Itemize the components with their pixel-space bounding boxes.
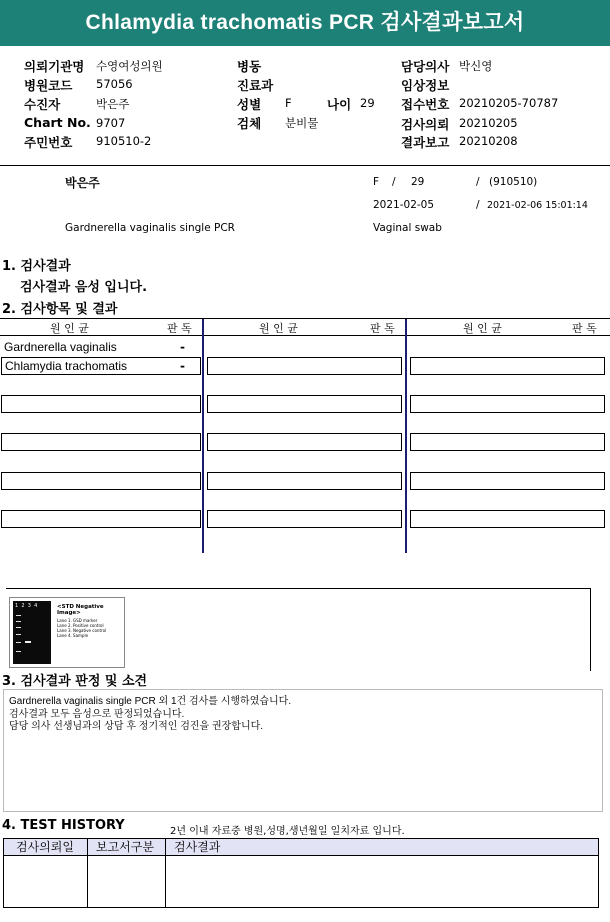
col-header-pathogen: 원 인 균 bbox=[259, 322, 298, 335]
col-header-result: 판 독 bbox=[167, 322, 192, 335]
result-summary: 검사결과 음성 입니다. bbox=[20, 280, 148, 295]
department-label: 진료과 bbox=[237, 78, 274, 93]
hospital-code-value: 57056 bbox=[96, 77, 133, 91]
lane-numbers: 1 2 3 4 bbox=[15, 603, 38, 609]
header-divider bbox=[0, 165, 610, 166]
request-date: 2021-02-05 bbox=[373, 199, 435, 211]
request-date-value: 20210205 bbox=[459, 116, 518, 130]
result-cell bbox=[1, 472, 201, 490]
age-value: 29 bbox=[360, 96, 375, 110]
column-divider bbox=[202, 319, 204, 553]
col-header-pathogen: 원 인 균 bbox=[463, 322, 502, 335]
history-note: 2년 이내 자료중 병원,성명,생년월일 일치자료 입니다. bbox=[170, 826, 405, 837]
section-history-heading: 4. TEST HISTORY bbox=[2, 818, 125, 833]
gel-legend-item: Lane 4. Sample bbox=[57, 633, 89, 638]
result-cell bbox=[1, 510, 201, 528]
result-cell bbox=[410, 395, 605, 413]
separator: / bbox=[476, 199, 480, 211]
sex-value: F bbox=[285, 96, 292, 110]
column-divider bbox=[405, 319, 407, 553]
gel-photo bbox=[13, 601, 51, 664]
section-interpretation-heading: 3. 검사결과 판정 및 소견 bbox=[2, 674, 148, 689]
result-cell bbox=[410, 357, 605, 375]
result-cell bbox=[410, 510, 605, 528]
history-cell bbox=[87, 855, 166, 908]
interpretation-line: Gardnerella vaginalis single PCR 외 1건 검사를 시행하였습니다. bbox=[9, 696, 292, 707]
doctor-value: 박신영 bbox=[459, 59, 493, 73]
gel-legend bbox=[57, 618, 106, 638]
result-cell bbox=[207, 357, 402, 375]
pathogen-result: - bbox=[180, 340, 185, 354]
resident-no-label: 주민번호 bbox=[24, 135, 73, 150]
gel-legend-item: Lane 3. Negative control bbox=[57, 628, 107, 633]
age-label: 나이 bbox=[327, 97, 352, 112]
result-cell bbox=[207, 472, 402, 490]
gel-legend-item: Lane 2. Positive control bbox=[57, 623, 104, 628]
receipt-no-label: 접수번호 bbox=[401, 97, 450, 112]
col-header-result: 판 독 bbox=[572, 322, 597, 335]
col-header-result: 판 독 bbox=[370, 322, 395, 335]
patient-sex: F bbox=[373, 176, 380, 188]
pathogen-name: Chlamydia trachomatis bbox=[5, 359, 128, 373]
ward-label: 병동 bbox=[237, 59, 262, 74]
sample-type: Vaginal swab bbox=[373, 222, 442, 234]
result-cell bbox=[207, 395, 402, 413]
patient-value: 박은주 bbox=[96, 97, 130, 111]
section-items-heading: 2. 검사항목 및 결과 bbox=[2, 302, 118, 317]
interpretation-text bbox=[9, 696, 291, 734]
history-col-request-date: 검사의뢰일 bbox=[3, 838, 88, 856]
report-date-label: 결과보고 bbox=[401, 135, 450, 150]
hospital-code-label: 병원코드 bbox=[24, 78, 73, 93]
patient-name: 박은주 bbox=[65, 176, 100, 190]
chart-no-label: Chart No. bbox=[24, 115, 91, 130]
table-top-border bbox=[0, 318, 610, 319]
section-results-heading: 1. 검사결과 bbox=[2, 259, 71, 274]
patient-label: 수진자 bbox=[24, 97, 61, 112]
history-cell bbox=[165, 855, 599, 908]
doctor-label: 담당의사 bbox=[401, 59, 450, 74]
result-cell bbox=[410, 433, 605, 451]
receipt-no-value: 20210205-70787 bbox=[459, 96, 559, 110]
gel-title: <STD Negative Image> bbox=[57, 604, 104, 616]
interpretation-box bbox=[3, 689, 603, 812]
result-cell bbox=[207, 510, 402, 528]
sex-label: 성별 bbox=[237, 97, 262, 112]
patient-age: 29 bbox=[411, 176, 425, 188]
patient-dob: (910510) bbox=[489, 176, 538, 188]
interpretation-line: 검사결과 모두 음성으로 판정되었습니다. bbox=[9, 708, 185, 720]
request-date-label: 검사의뢰 bbox=[401, 117, 450, 132]
resident-no-value: 910510-2 bbox=[96, 134, 152, 148]
result-cell bbox=[1, 395, 201, 413]
hospital-name-value: 수영여성의원 bbox=[96, 59, 163, 73]
specimen-label: 검체 bbox=[237, 116, 262, 131]
gel-image bbox=[9, 597, 125, 668]
report-datetime: 2021-02-06 15:01:14 bbox=[487, 200, 588, 211]
report-title: Chlamydia trachomatis PCR 검사결과보고서 bbox=[0, 0, 610, 46]
report-date-value: 20210208 bbox=[459, 134, 518, 148]
history-cell bbox=[3, 855, 88, 908]
separator: / bbox=[392, 176, 396, 188]
chart-no-value: 9707 bbox=[96, 116, 126, 130]
pathogen-name: Gardnerella vaginalis bbox=[4, 340, 117, 354]
history-col-report-type: 보고서구분 bbox=[87, 838, 166, 856]
pathogen-result: - bbox=[180, 359, 185, 373]
clinical-info-label: 임상정보 bbox=[401, 78, 450, 93]
gel-legend-item: Lane 1. GSD marker bbox=[57, 618, 98, 623]
separator: / bbox=[476, 176, 480, 188]
col-header-pathogen: 원 인 균 bbox=[50, 322, 89, 335]
table-header-border bbox=[0, 335, 610, 336]
hospital-name-label: 의뢰기관명 bbox=[24, 59, 85, 74]
history-col-result: 검사결과 bbox=[165, 838, 599, 856]
specimen-value: 분비물 bbox=[285, 116, 319, 130]
result-cell bbox=[410, 472, 605, 490]
interpretation-line: 담당 의사 선생님과의 상담 후 정기적인 검진을 권장합니다. bbox=[9, 721, 264, 732]
test-name: Gardnerella vaginalis single PCR bbox=[65, 222, 235, 234]
result-cell bbox=[1, 433, 201, 451]
result-cell bbox=[207, 433, 402, 451]
